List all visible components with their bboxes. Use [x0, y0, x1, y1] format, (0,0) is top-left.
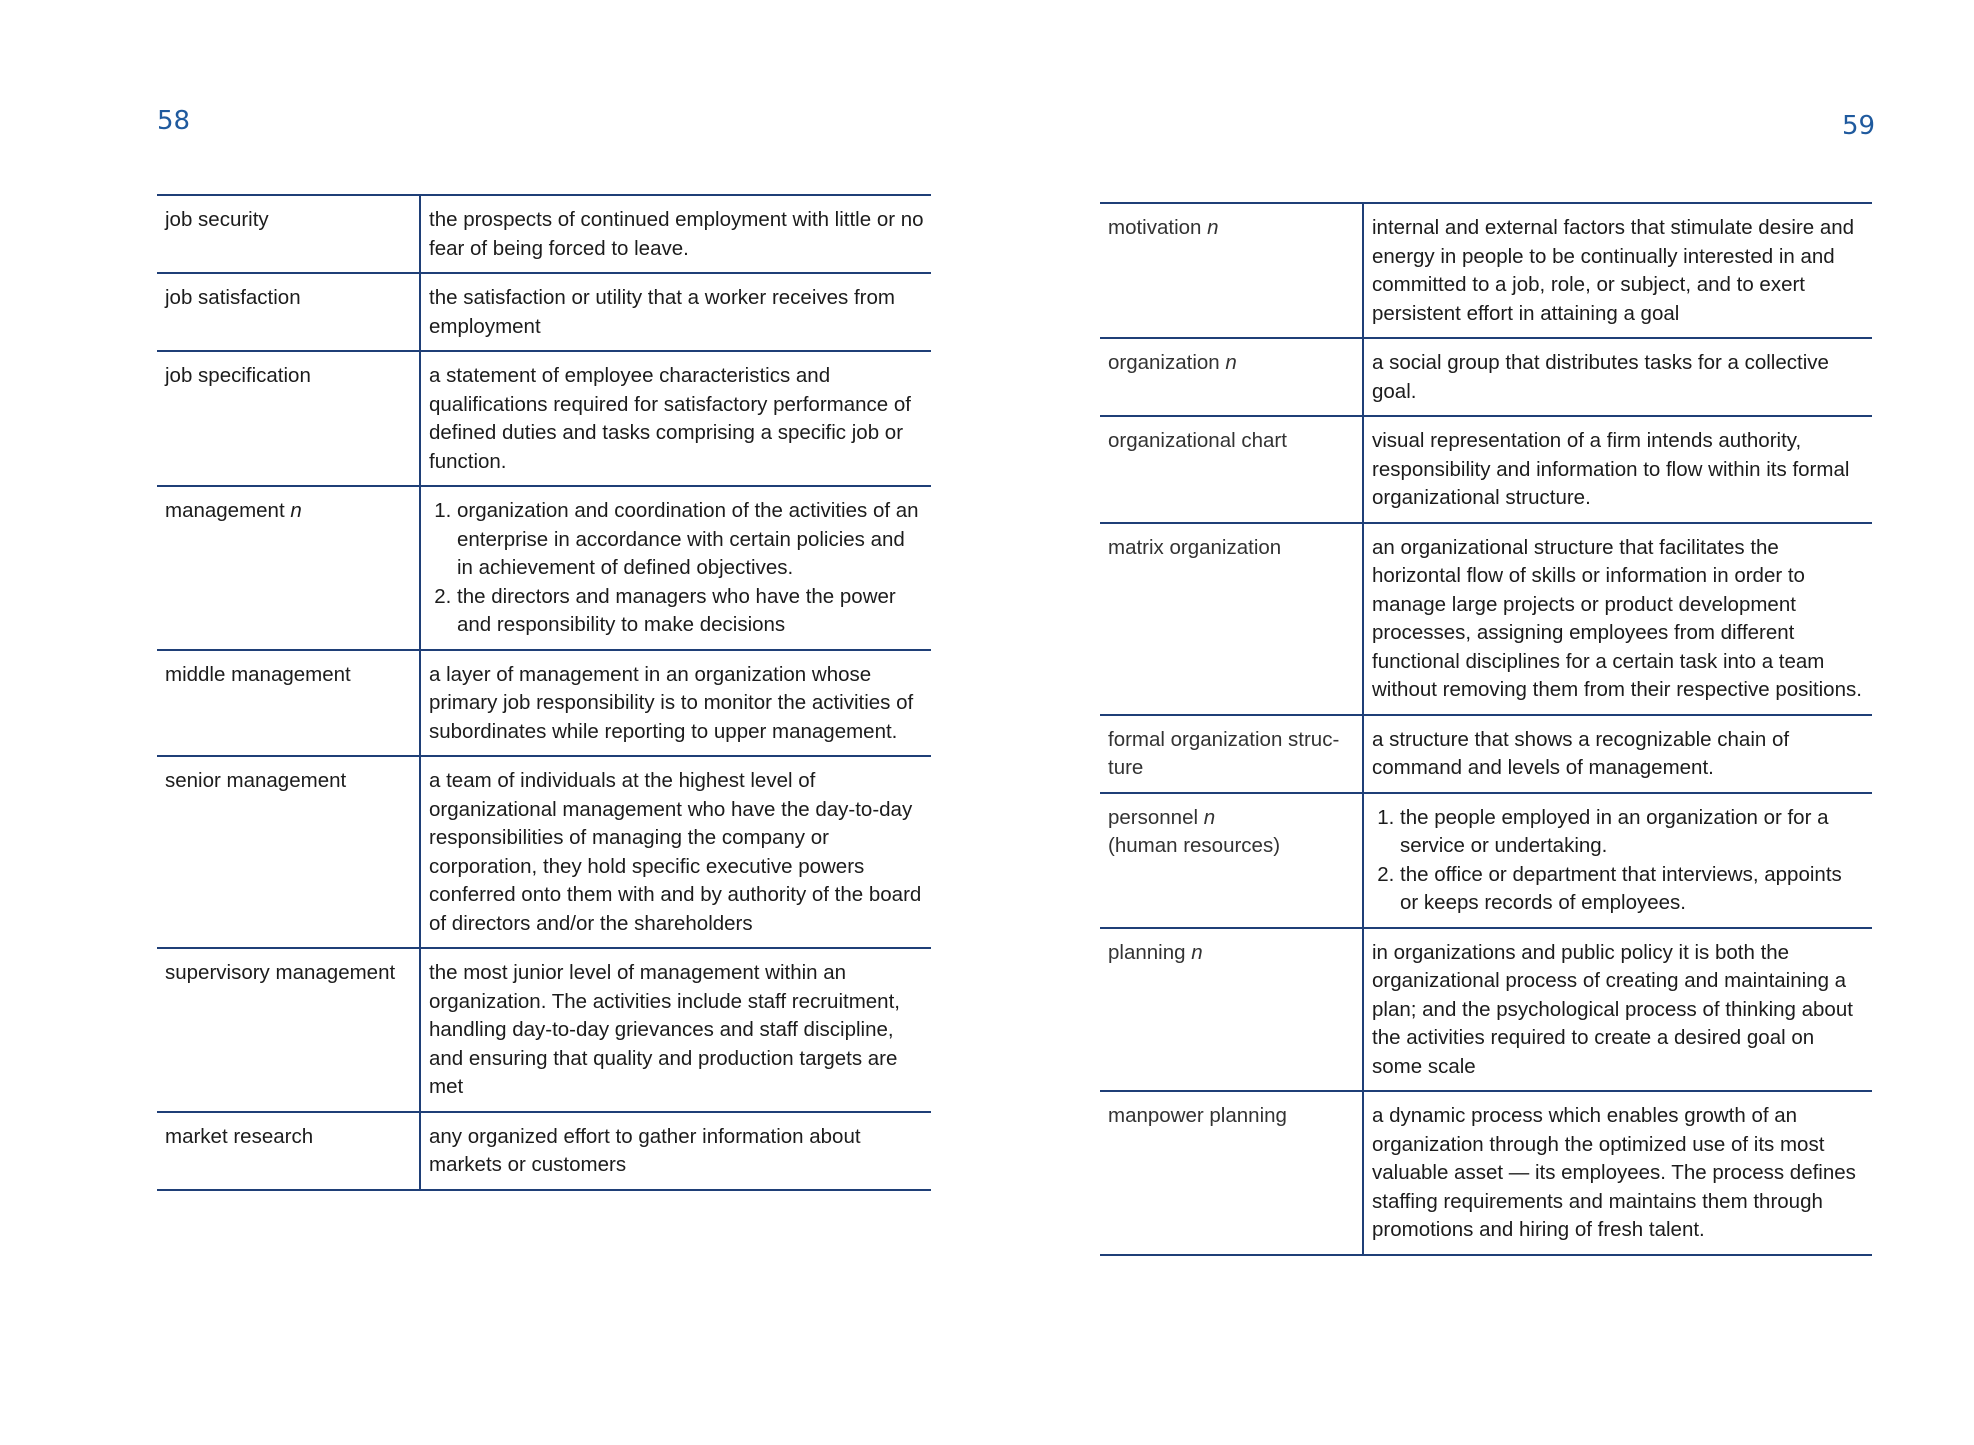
- glossary-row: [157, 1112, 931, 1190]
- part-of-speech: n: [1225, 351, 1237, 374]
- term-text: planning: [1108, 940, 1186, 964]
- glossary-term: [157, 756, 420, 948]
- glossary-definition: the prospects of continued employment with little or no fear of being forced to leave.: [429, 208, 924, 260]
- glossary-definition: a social group that distributes tasks for a collective goal.: [1372, 351, 1829, 403]
- glossary-row: [1100, 793, 1872, 928]
- sense-item: 1. the people employed in an organization or for a service or undertaking.: [1400, 804, 1865, 861]
- glossary-table-page-58: [157, 194, 931, 1191]
- glossary-term: [157, 351, 420, 486]
- glossary-row: [1100, 416, 1872, 523]
- term-text: middle management: [165, 662, 351, 686]
- glossary-definition: [1363, 793, 1872, 928]
- glossary-row: [157, 195, 931, 273]
- sense-item: 2. the office or department that interviews, appoints or keeps records of employees.: [1400, 861, 1865, 918]
- glossary-row: [157, 650, 931, 757]
- part-of-speech: n: [1203, 805, 1216, 829]
- term-text: manpower planning: [1108, 1104, 1287, 1127]
- glossary-row: [1100, 203, 1872, 338]
- glossary-definition: visual representation of a firm intends authority, responsibility and information to flow within its formal organizational structure.: [1372, 429, 1850, 509]
- term-text: personnel: [1108, 805, 1199, 829]
- glossary-row: [157, 273, 931, 351]
- glossary-row: [157, 948, 931, 1112]
- term-text: motivation: [1108, 216, 1202, 239]
- glossary-definition: the satisfaction or utility that a worker receives from employment: [429, 286, 895, 338]
- glossary-definition: a layer of management in an organization whose primary job responsibility is to monitor the activities of subordinates while reporting to upper management.: [429, 662, 914, 743]
- glossary-definition: internal and external factors that stimulate desire and energy in people to be continually interested in and committed to a job, role, or subject, and to exert persistent effort in attaining a goal: [1372, 216, 1855, 325]
- glossary-row: [1100, 338, 1872, 416]
- glossary-row: [1100, 715, 1872, 793]
- term-text: organizational chart: [1108, 429, 1287, 452]
- glossary-row: [157, 351, 931, 486]
- term-text: job specification: [165, 364, 311, 387]
- glossary-term: [1100, 715, 1363, 793]
- glossary-term: [157, 650, 420, 757]
- part-of-speech: n: [1207, 216, 1219, 239]
- glossary-table-page-59: [1100, 202, 1872, 1256]
- glossary-definition: the most junior level of management within an organization. The activities include staff recruitment, handling day-to-day grievances and staff discipline, and ensuring that quality and production targets are met: [429, 961, 900, 1098]
- glossary-term: [1100, 928, 1363, 1092]
- term-text: job security: [165, 208, 269, 231]
- glossary-term: [157, 1112, 420, 1190]
- glossary-term: [157, 486, 420, 650]
- glossary-term: [157, 948, 420, 1112]
- glossary-definition: a structure that shows a recognizable chain of command and levels of management.: [1372, 727, 1790, 779]
- sense-list: [429, 497, 924, 640]
- glossary-term: [1100, 203, 1363, 338]
- sense-item: 2. the directors and managers who have the power and responsibility to make decisions: [457, 583, 924, 640]
- glossary-row: [1100, 928, 1872, 1092]
- glossary-term: [1100, 523, 1363, 715]
- term-text: organization: [1108, 351, 1220, 374]
- glossary-term: [1100, 338, 1363, 416]
- term-text: job satisfaction: [165, 286, 301, 309]
- page-number-left: 58: [157, 106, 191, 136]
- glossary-row: [157, 756, 931, 948]
- glossary-definition: a dynamic process which enables growth of an organization through the optimized use of its most valuable asset — its employees. The process defines staffing requirements and maintains them through promotions and hiring of fresh talent.: [1372, 1104, 1856, 1241]
- glossary-definition: a team of individuals at the highest level of organizational management who have the day-to-day responsibilities of managing the company or corporation, they hold specific executive powers conferred onto them with and by authority of the board of directors and/or the shareholders: [429, 769, 922, 935]
- glossary-term: [157, 195, 420, 273]
- glossary-term: [1100, 416, 1363, 523]
- term-text: management: [165, 499, 285, 522]
- glossary-term: [1100, 793, 1363, 928]
- glossary-row: [157, 486, 931, 650]
- term-text: formal organization struc-ture: [1108, 727, 1340, 779]
- term-text: senior management: [165, 769, 347, 792]
- term-extra: (human resources): [1108, 834, 1281, 857]
- glossary-definition: in organizations and public policy it is both the organizational process of creating and maintaining a plan; and the psychological process of thinking about the activities required to create a desired goal on some scale: [1372, 940, 1853, 1078]
- glossary-term: [1100, 1091, 1363, 1255]
- page-number-right: 59: [1842, 111, 1876, 141]
- glossary-row: [1100, 523, 1872, 715]
- term-text: supervisory management: [165, 961, 396, 984]
- sense-item: 1. organization and coordination of the activities of an enterprise in accordance with certain policies and in achievement of defined objectives.: [457, 497, 924, 583]
- part-of-speech: n: [1191, 940, 1203, 964]
- glossary-definition: an organizational structure that facilitates the horizontal flow of skills or information in order to manage large projects or product development processes, assigning employees from different functional disciplines for a certain task into a team without removing them from their respective positions.: [1372, 535, 1862, 701]
- sense-list: [1372, 804, 1865, 918]
- glossary-definition: any organized effort to gather information about markets or customers: [429, 1124, 861, 1176]
- term-text: market research: [165, 1124, 314, 1148]
- glossary-term: [157, 273, 420, 351]
- glossary-definition: [420, 486, 931, 650]
- glossary-row: [1100, 1091, 1872, 1255]
- part-of-speech: n: [290, 499, 302, 522]
- glossary-definition: a statement of employee characteristics and qualifications required for satisfactory performance of defined duties and tasks comprising a specific job or function.: [429, 364, 911, 473]
- term-text: matrix organization: [1108, 535, 1282, 559]
